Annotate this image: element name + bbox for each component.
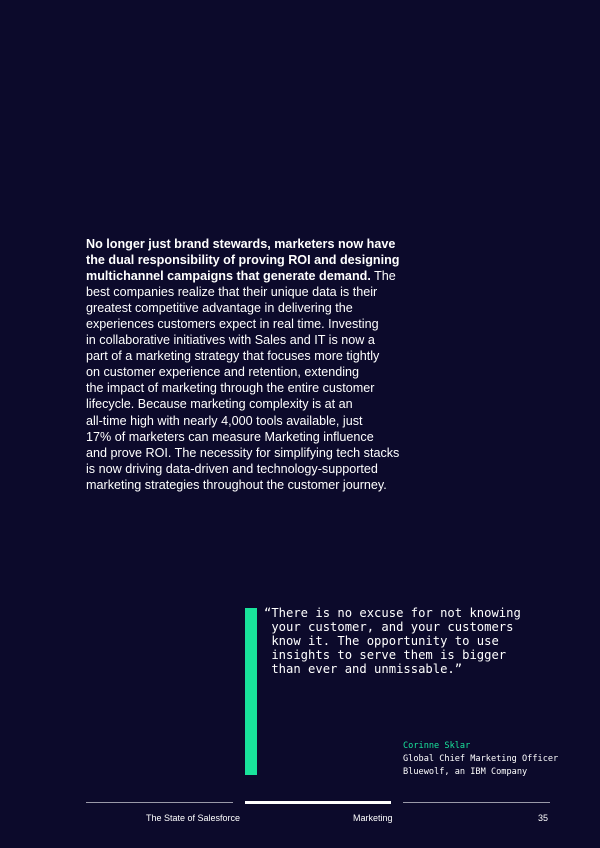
quote-line: than ever and unmissable.” bbox=[264, 662, 463, 676]
quote-attribution bbox=[403, 740, 558, 779]
quote-line: insights to serve them is bigger bbox=[264, 648, 507, 662]
quote-accent-bar bbox=[245, 608, 257, 775]
body-line: greatest competitive advantage in delivering the bbox=[86, 301, 353, 316]
body-line: on customer experience and retention, extending bbox=[86, 365, 360, 380]
body-line: experiences customers expect in real time. Investing bbox=[86, 317, 379, 332]
body-line: the impact of marketing through the entire customer bbox=[86, 381, 375, 396]
footer-divider bbox=[403, 802, 550, 803]
quote-line: “There is no excuse for not knowing bbox=[264, 606, 521, 620]
footer-divider bbox=[86, 802, 233, 803]
body-line: all-time high with nearly 4,000 tools available, just bbox=[86, 413, 363, 428]
body-line: and prove ROI. The necessity for simplifying tech stacks bbox=[86, 445, 400, 460]
body-line: is now driving data-driven and technology-supported bbox=[86, 461, 378, 476]
body-text: The bbox=[370, 269, 396, 284]
quote-line: your customer, and your customers bbox=[264, 620, 514, 634]
body-line: the dual responsibility of proving ROI and designing bbox=[86, 253, 400, 268]
quote-line: know it. The opportunity to use bbox=[264, 634, 499, 648]
attribution-company: Bluewolf, an IBM Company bbox=[403, 767, 528, 777]
footer-section: Marketing bbox=[353, 813, 393, 823]
body-line: marketing strategies throughout the customer journey. bbox=[86, 477, 387, 492]
page-number: 35 bbox=[538, 813, 549, 823]
body-line: 17% of marketers can measure Marketing influence bbox=[86, 429, 374, 444]
body-line bbox=[86, 268, 406, 284]
body-line: lifecycle. Because marketing complexity is at an bbox=[86, 397, 353, 412]
attribution-title: Global Chief Marketing Officer bbox=[403, 754, 559, 764]
attribution-name: Corinne Sklar bbox=[403, 741, 471, 751]
body-line: best companies realize that their unique data is their bbox=[86, 285, 378, 300]
body-bold-text: multichannel campaigns that generate demand. bbox=[86, 269, 371, 284]
footer-divider-active bbox=[245, 801, 391, 804]
body-line: part of a marketing strategy that focuses more tightly bbox=[86, 349, 380, 364]
body-paragraph bbox=[86, 236, 406, 493]
pull-quote bbox=[264, 606, 521, 676]
body-line: No longer just brand stewards, marketers now have bbox=[86, 237, 396, 251]
footer-report-title: The State of Salesforce bbox=[146, 813, 241, 823]
body-line: in collaborative initiatives with Sales and IT is now a bbox=[86, 333, 375, 348]
